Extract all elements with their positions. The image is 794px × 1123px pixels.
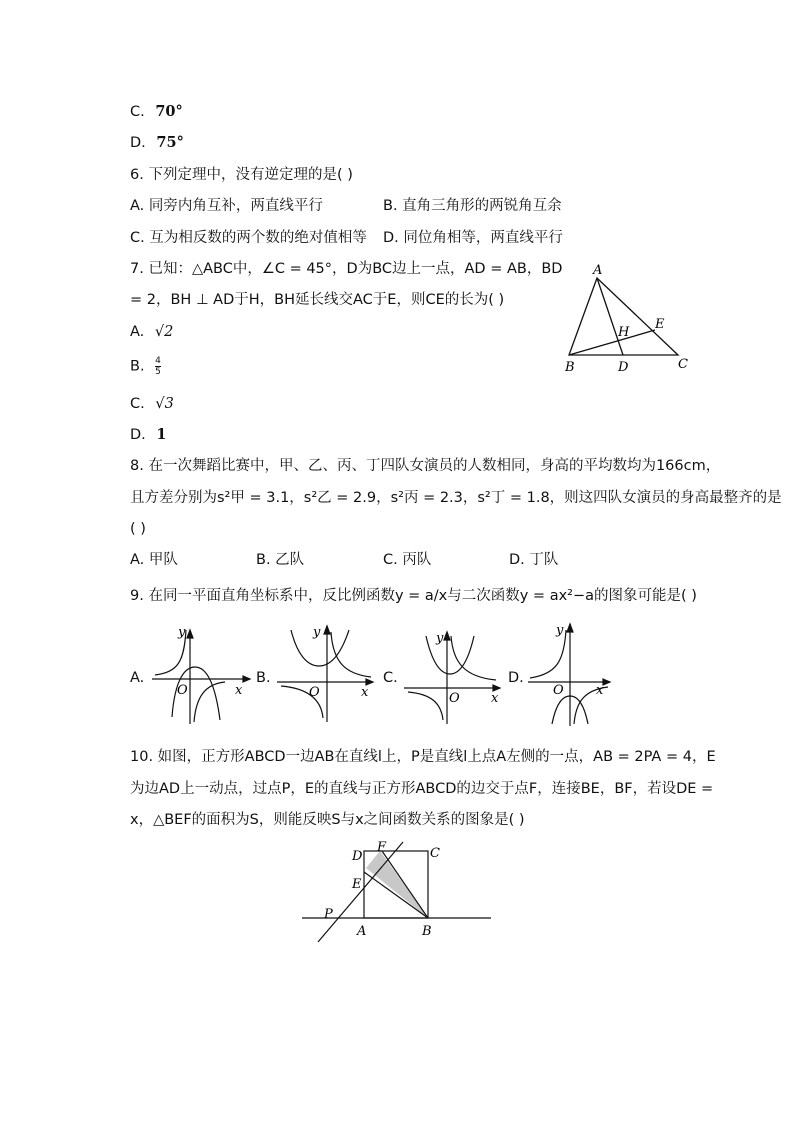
- label-c: C: [430, 846, 440, 861]
- option-value: √3: [155, 396, 174, 412]
- q7-option-a: [130, 322, 173, 342]
- x-label: x: [491, 691, 499, 706]
- label-b: B: [422, 924, 432, 939]
- origin-label: O: [553, 683, 564, 698]
- y-axis-arrow-icon: [444, 632, 450, 640]
- y-label: y: [313, 625, 321, 640]
- q10-stem-line3: x，△BEF的面积为S，则能反映S与x之间函数关系的图象是( ): [130, 812, 525, 828]
- q8-option-d: D. 丁队: [509, 552, 559, 568]
- x-axis-arrow-icon: [243, 676, 250, 682]
- hyperbola-branch: [408, 692, 443, 720]
- q10-stem-line1: 10. 如图，正方形ABCD一边AB在直线l上，P是直线l上点A左侧的一点，AB = 2PA = 4，E: [130, 749, 716, 765]
- q6-option-d: D. 同位角相等，两直线平行: [383, 230, 563, 246]
- label-d: D: [352, 849, 363, 864]
- q7-option-b: [130, 356, 161, 377]
- fraction-numerator: 4: [155, 356, 161, 366]
- label-h: H: [618, 325, 630, 340]
- q6-option-b: B. 直角三角形的两锐角互余: [383, 198, 562, 214]
- label-c: C: [678, 357, 688, 372]
- label-a: A: [357, 924, 367, 939]
- q9-label-a: A.: [130, 670, 145, 686]
- x-label: x: [596, 683, 604, 698]
- option-letter: D.: [130, 135, 146, 151]
- q9-graph-d: [526, 620, 631, 730]
- option-letter: D.: [130, 427, 146, 443]
- q5-option-c: [130, 102, 183, 122]
- q6-option-c: C. 互为相反数的两个数的绝对值相等: [130, 230, 367, 246]
- q6-stem: 6. 下列定理中，没有逆定理的是( ): [130, 167, 353, 183]
- label-f: F: [377, 840, 387, 855]
- option-value: √2: [154, 324, 174, 340]
- option-letter: B.: [130, 358, 145, 375]
- q7-stem-line2: = 2，BH ⊥ AD于H，BH延长线交AC于E，则CE的长为( ): [130, 292, 505, 308]
- option-value: 70°: [155, 103, 183, 120]
- y-axis-arrow-icon: [567, 624, 573, 632]
- origin-label: O: [177, 683, 188, 698]
- label-p: P: [324, 907, 333, 922]
- y-axis-arrow-icon: [324, 626, 330, 634]
- x-axis-arrow-icon: [603, 679, 610, 685]
- label-a: A: [593, 263, 603, 278]
- q6-option-a: A. 同旁内角互补，两直线平行: [130, 198, 323, 214]
- q7-stem-line1: 7. 已知：△ABC中，∠C = 45°，D为BC边上一点，AD = AB，BD: [130, 261, 563, 277]
- parabola: [426, 636, 474, 674]
- hyperbola-branch: [451, 636, 496, 680]
- option-value: 1: [156, 426, 167, 443]
- q5-option-d: [130, 133, 184, 153]
- option-letter: C.: [130, 104, 145, 120]
- fraction: [155, 356, 161, 377]
- q8-option-b: B. 乙队: [256, 552, 305, 568]
- option-value: 75°: [156, 134, 184, 151]
- segment-be: [569, 330, 655, 355]
- hyperbola-branch: [194, 682, 225, 722]
- label-d: D: [618, 360, 629, 375]
- q7-triangle-figure: [555, 258, 705, 378]
- y-axis-arrow-icon: [187, 630, 193, 638]
- q8-stem-line2: 且方差分别为s²甲 = 3.1，s²乙 = 2.9，s²丙 = 2.3，s²丁 = 1.8，则这四队女演员的身高最整齐的是: [130, 490, 782, 506]
- q7-option-c: [130, 394, 174, 414]
- q9-label-c: C.: [383, 670, 398, 686]
- fraction-denominator: 5: [155, 367, 161, 377]
- y-label: y: [436, 631, 444, 646]
- q9-graph-a: [150, 622, 255, 727]
- y-label: y: [178, 625, 186, 640]
- x-label: x: [235, 683, 243, 698]
- q7-option-d: [130, 425, 166, 445]
- q8-stem-line3: ( ): [130, 521, 146, 537]
- label-e: E: [655, 317, 665, 332]
- origin-label: O: [449, 691, 460, 706]
- option-letter: A.: [130, 324, 145, 340]
- q8-option-c: C. 丙队: [383, 552, 432, 568]
- y-label: y: [556, 623, 564, 638]
- q9-label-b: B.: [256, 670, 271, 686]
- shaded-triangle-bef: [366, 851, 428, 918]
- label-e: E: [352, 877, 362, 892]
- q10-square-figure: [298, 838, 498, 948]
- q9-graph-c: [402, 622, 507, 727]
- q8-option-a: A. 甲队: [130, 552, 178, 568]
- q9-stem: 9. 在同一平面直角坐标系中，反比例函数y = a/x与二次函数y = ax²−a的图象可能是( ): [130, 588, 697, 604]
- q10-stem-line2: 为边AD上一动点，过点P，E的直线与正方形ABCD的边交于点F，连接BE，BF，若设DE =: [130, 781, 714, 797]
- origin-label: O: [309, 685, 320, 700]
- option-letter: C.: [130, 396, 145, 412]
- q9-label-d: D.: [508, 670, 524, 686]
- label-b: B: [565, 360, 575, 375]
- x-label: x: [361, 685, 369, 700]
- q9-graph-b: [275, 622, 380, 727]
- q8-stem-line1: 8. 在一次舞蹈比赛中，甲、乙、丙、丁四队女演员的人数相同，身高的平均数均为166cm，: [130, 458, 721, 474]
